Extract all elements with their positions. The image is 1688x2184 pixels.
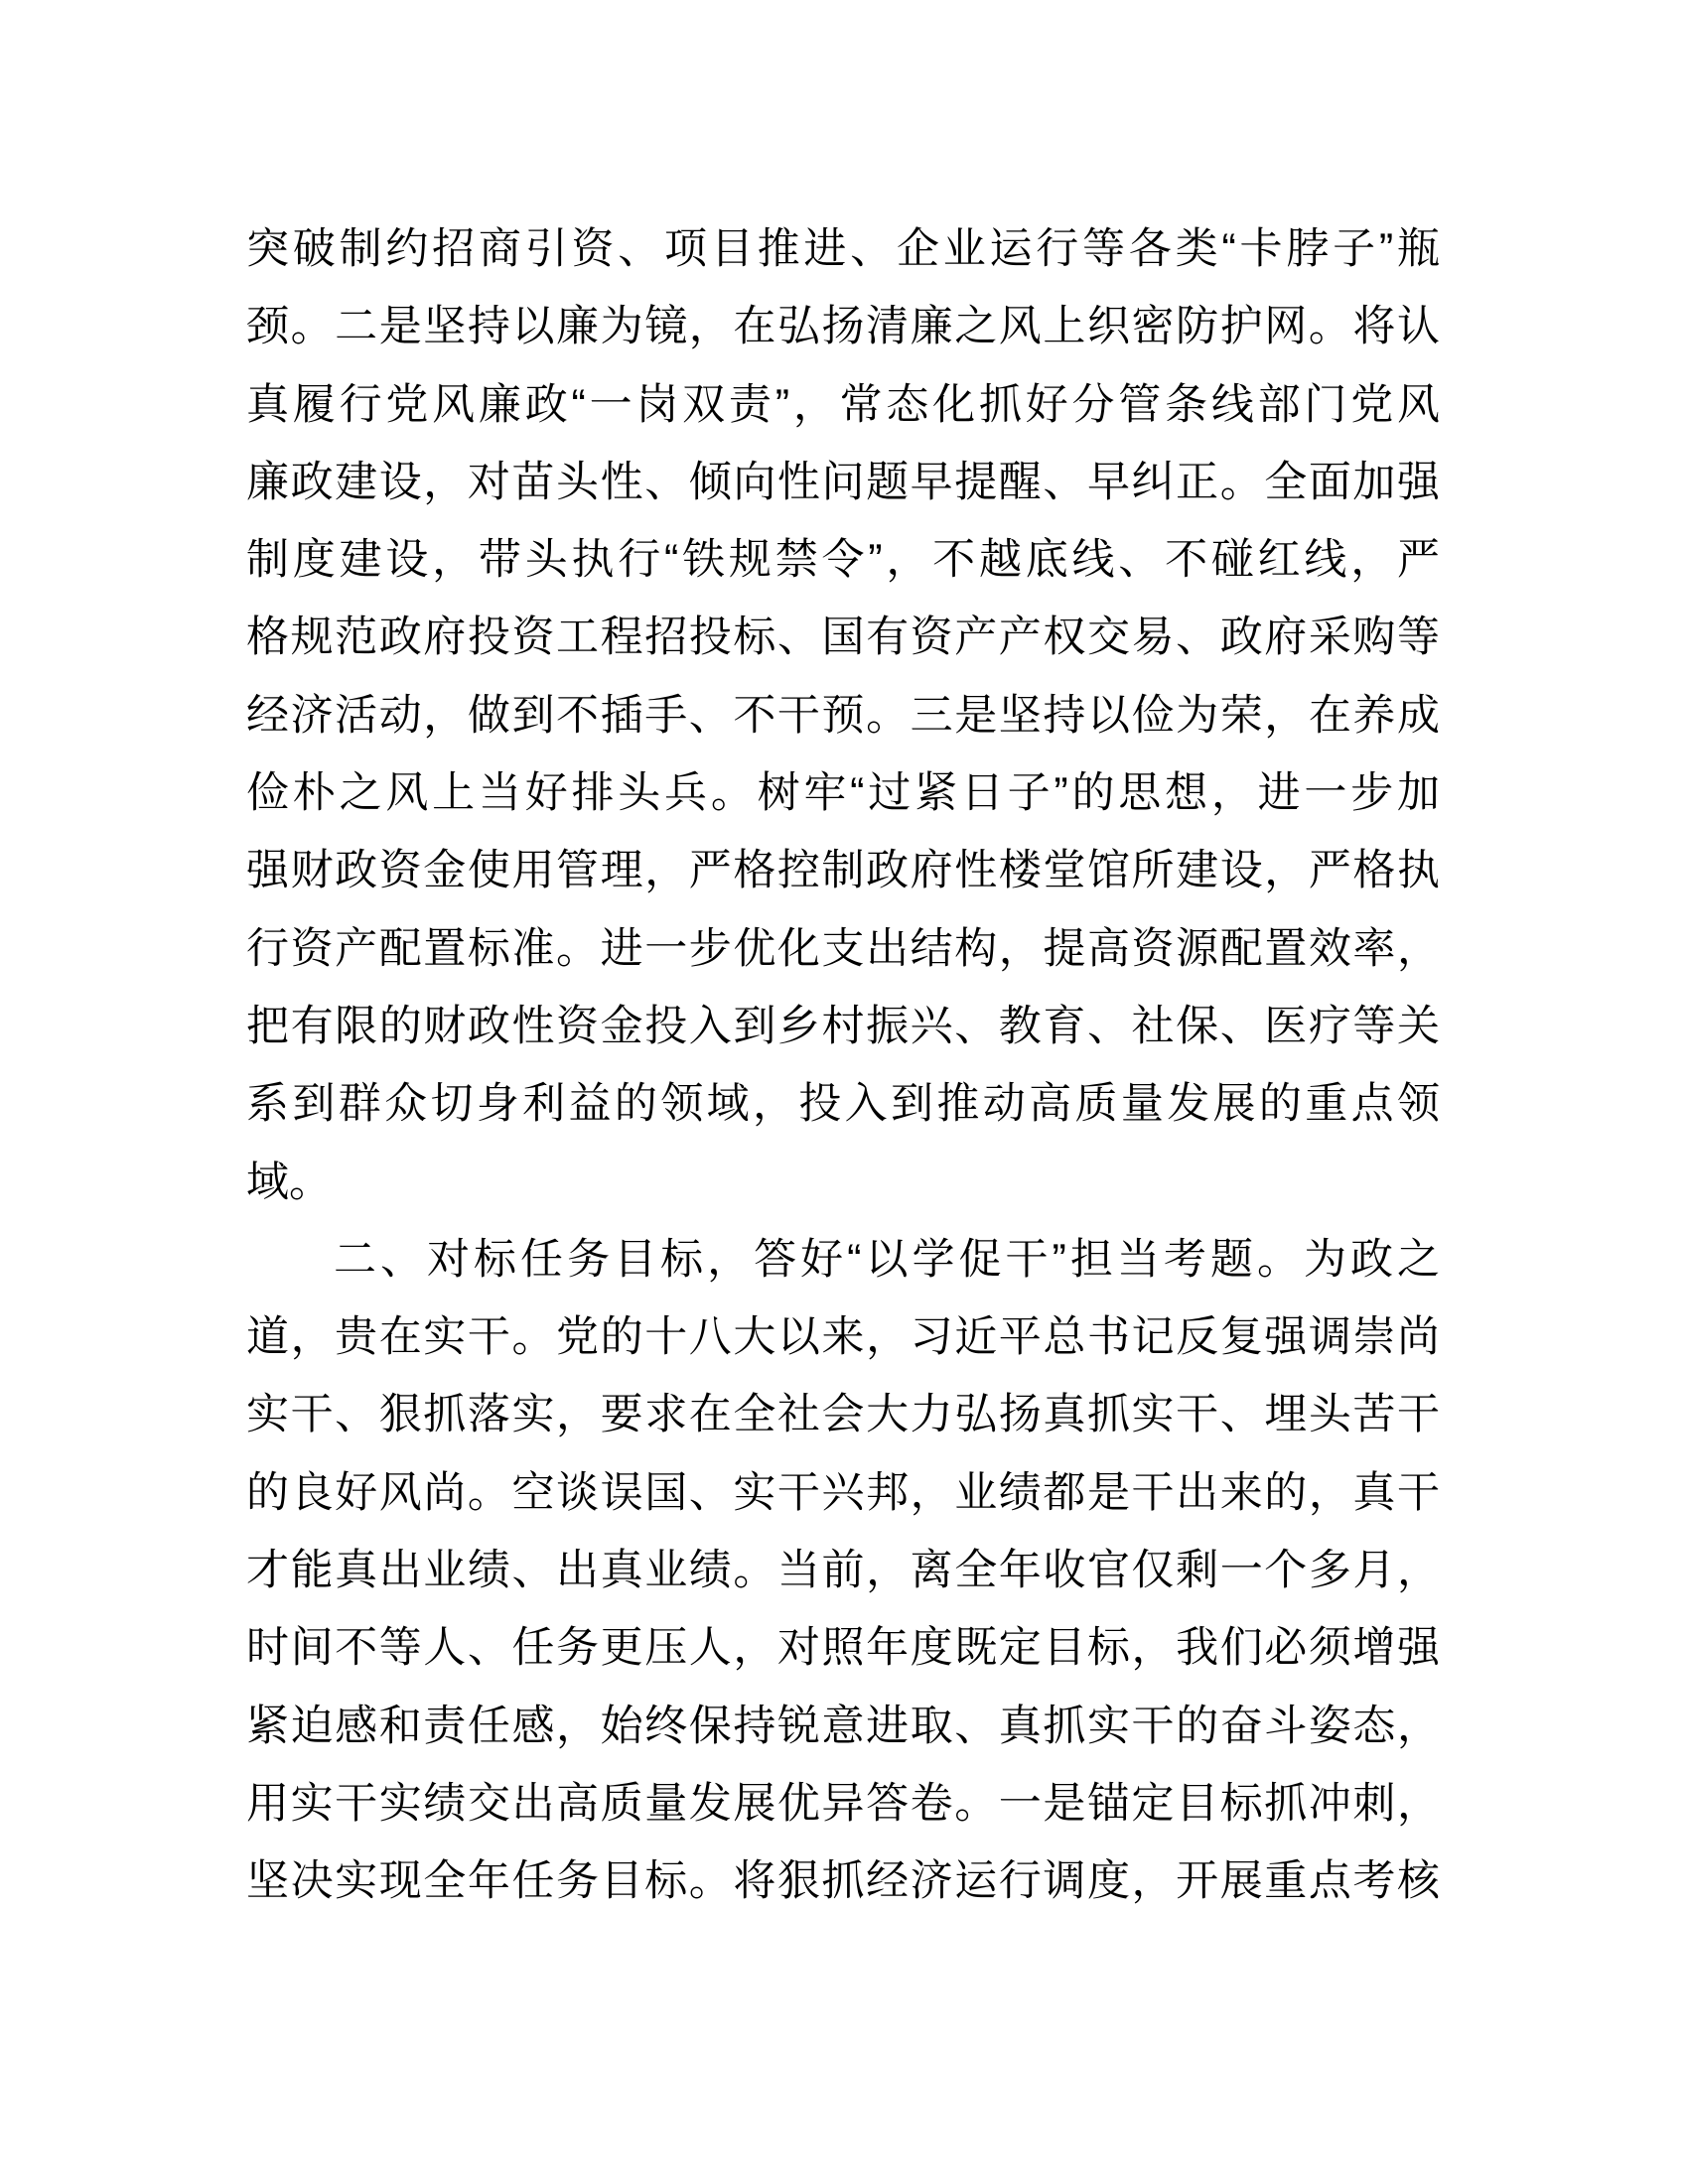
text-line: 俭朴之风上当好排头兵。树牢“过紧日子”的思想，进一步加 bbox=[246, 769, 1440, 818]
text-line: 强财政资金使用管理，严格控制政府性楼堂馆所建设，严格执 bbox=[246, 847, 1440, 895]
text-line: 经济活动，做到不插手、不干预。三是坚持以俭为荣，在养成 bbox=[246, 691, 1440, 740]
text-line: 系到群众切身利益的领域，投入到推动高质量发展的重点领 bbox=[246, 1080, 1440, 1129]
text-line: 行资产配置标准。进一步优化支出结构，提高资源配置效率， bbox=[246, 924, 1440, 973]
text-line: 突破制约招商引资、项目推进、企业运行等各类“卡脖子”瓶 bbox=[246, 225, 1440, 273]
text-line: 二、对标任务目标，答好“以学促干”担当考题。为政之 bbox=[334, 1235, 1440, 1284]
text-line: 道，贵在实干。党的十八大以来，习近平总书记反复强调崇尚 bbox=[246, 1313, 1440, 1362]
text-line: 格规范政府投资工程招投标、国有资产产权交易、政府采购等 bbox=[246, 614, 1440, 662]
text-line: 用实干实绩交出高质量发展优异答卷。一是锚定目标抓冲刺， bbox=[246, 1779, 1440, 1828]
text-line: 颈。二是坚持以廉为镜，在弘扬清廉之风上织密防护网。将认 bbox=[246, 303, 1440, 351]
text-line: 把有限的财政性资金投入到乡村振兴、教育、社保、医疗等关 bbox=[246, 1002, 1440, 1050]
text-line: 廉政建设，对苗头性、倾向性问题早提醒、早纠正。全面加强 bbox=[246, 458, 1440, 506]
text-line: 域。 bbox=[246, 1158, 332, 1206]
text-line: 实干、狠抓落实，要求在全社会大力弘扬真抓实干、埋头苦干 bbox=[246, 1391, 1440, 1439]
text-line: 坚决实现全年任务目标。将狠抓经济运行调度，开展重点考核 bbox=[246, 1857, 1440, 1906]
text-block bbox=[246, 210, 1440, 1921]
text-line: 时间不等人、任务更压人，对照年度既定目标，我们必须增强 bbox=[246, 1624, 1440, 1673]
text-line: 制度建设，带头执行“铁规禁令”，不越底线、不碰红线，严 bbox=[246, 536, 1440, 585]
text-line: 真履行党风廉政“一岗双责”，常态化抓好分管条线部门党风 bbox=[246, 380, 1440, 429]
text-line: 紧迫感和责任感，始终保持锐意进取、真抓实干的奋斗姿态， bbox=[246, 1702, 1440, 1750]
text-line: 才能真出业绩、出真业绩。当前，离全年收官仅剩一个多月， bbox=[246, 1547, 1440, 1595]
text-line: 的良好风尚。空谈误国、实干兴邦，业绩都是干出来的，真干 bbox=[246, 1468, 1440, 1517]
